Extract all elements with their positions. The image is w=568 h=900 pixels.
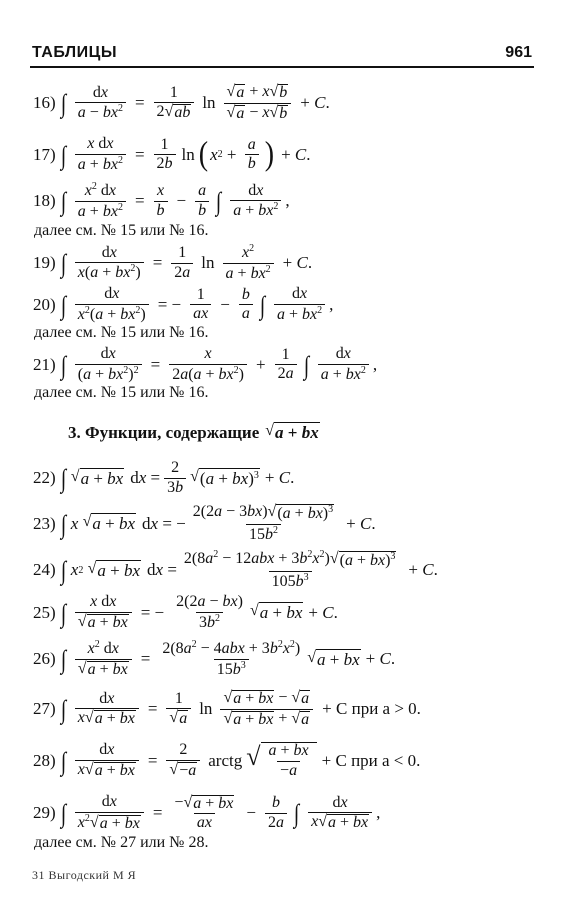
footer-signature: 31 Выгодский М Я	[32, 868, 137, 882]
formula-number: 20)	[33, 294, 56, 314]
formula-17: 17) ∫ $\frac{\text{x dx}}{a + bx^2}$ = $\frac{1}{2b}$ ln ( x 2 + $\frac{a}{b}$ ) + C.	[33, 135, 311, 173]
running-title: ТАБЛИЦЫ	[32, 44, 117, 61]
formula-23: 23) ∫ x √ a + bx dx = − 2(2a − 3bx) √ (a + bx)$^3$ $15b^2$ + C.	[33, 503, 376, 543]
condition-28: + C при a < 0.	[321, 750, 421, 770]
formula-16: 16) ∫ $\frac{dx}{a - bx^2}$ = 1 2 √ ab ln √ a + x √ b √ a − x √ b + C.	[33, 83, 330, 122]
header-rule	[30, 66, 534, 68]
formula-24: 24) ∫ x 2 √ a + bx dx = $2(8a^2 - 12abx + 3b^2x^2)$ √ (a + bx)$^3$ $105b^3$ + C.	[33, 549, 438, 590]
formula-29: 29) ∫ dx $x^2$ √ a + bx = − √ a + bx ax − $\frac{b}{2a}$ ∫ dx x √ a + bx ,	[33, 793, 381, 832]
formula-number: 21)	[33, 354, 56, 374]
formula-number: 24)	[33, 560, 56, 580]
formula-number: 28)	[33, 750, 56, 770]
section-title: 3. Функции, содержащие	[68, 422, 260, 442]
note-18: далее см. № 15 или № 16.	[34, 222, 209, 239]
formula-number: 18)	[33, 191, 56, 211]
formula-number: 27)	[33, 699, 56, 719]
note-29: далее см. № 27 или № 28.	[34, 834, 209, 851]
formula-22: 22) ∫ √ a + bx dx = $\frac{2}{3b}$ √ (a + bx)$^3$ + C.	[33, 459, 295, 496]
formula-number: 23)	[33, 513, 56, 533]
formula-number: 16)	[33, 93, 56, 113]
formula-number: 26)	[33, 649, 56, 669]
formula-28: 28) ∫ dx x √ a + bx = 2 √ −a arctg √ $\frac{a + bx}{-a}$ + C при a < 0.	[33, 741, 421, 779]
formula-number: 17)	[33, 144, 56, 164]
formula-number: 19)	[33, 253, 56, 273]
formula-18: 18) ∫ $\frac{x^2 dx}{a + bx^2}$ = $\frac{x}{b}$ − $\frac{a}{b}$ ∫ $\frac{dx}{a + bx^2}$ ,	[33, 181, 290, 220]
formula-26: 26) ∫ $x^2$ dx √ a + bx = $\frac{2(8a^2 - 4abx + 3b^2x^2)}{15b^3}$ √ a + bx + C.	[33, 639, 396, 678]
note-21: далее см. № 15 или № 16.	[34, 384, 209, 401]
formula-21: 21) ∫ $\frac{dx}{(a + bx^2)^2}$ = $\frac{x}{2a(a + bx^2)}$ + $\frac{1}{2a}$ ∫ $\frac{dx}{a + bx^2}$ ,	[33, 345, 378, 383]
condition-27: + C при a > 0.	[322, 699, 421, 719]
page-number: 961	[505, 44, 532, 61]
formula-number: 25)	[33, 602, 56, 622]
formula-20: 20) ∫ $\frac{dx}{x^2(a + bx^2)}$ = − $\frac{1}{ax}$ − $\frac{b}{a}$ ∫ $\frac{dx}{a + bx^2}$ ,	[33, 285, 334, 323]
formula-19: 19) ∫ $\frac{dx}{x(a + bx^2)}$ = $\frac{1}{2a}$ ln $\frac{x^2}{a + bx^2}$ + C.	[33, 243, 313, 282]
formula-number: 22)	[33, 468, 56, 488]
page-header	[32, 44, 532, 66]
formula-27: 27) ∫ dx x √ a + bx = 1 √ a ln √ a + bx − √ a √ a + bx + √ a + C при a > 0.	[33, 689, 421, 728]
formula-25: 25) ∫ x dx √ a + bx = − $\frac{2(2a - bx)}{3b^2}$ √ a + bx + C.	[33, 593, 338, 631]
formula-number: 29)	[33, 803, 56, 823]
section-heading: 3. Функции, содержащие √ a + bx	[68, 422, 319, 442]
note-20: далее см. № 15 или № 16.	[34, 324, 209, 341]
